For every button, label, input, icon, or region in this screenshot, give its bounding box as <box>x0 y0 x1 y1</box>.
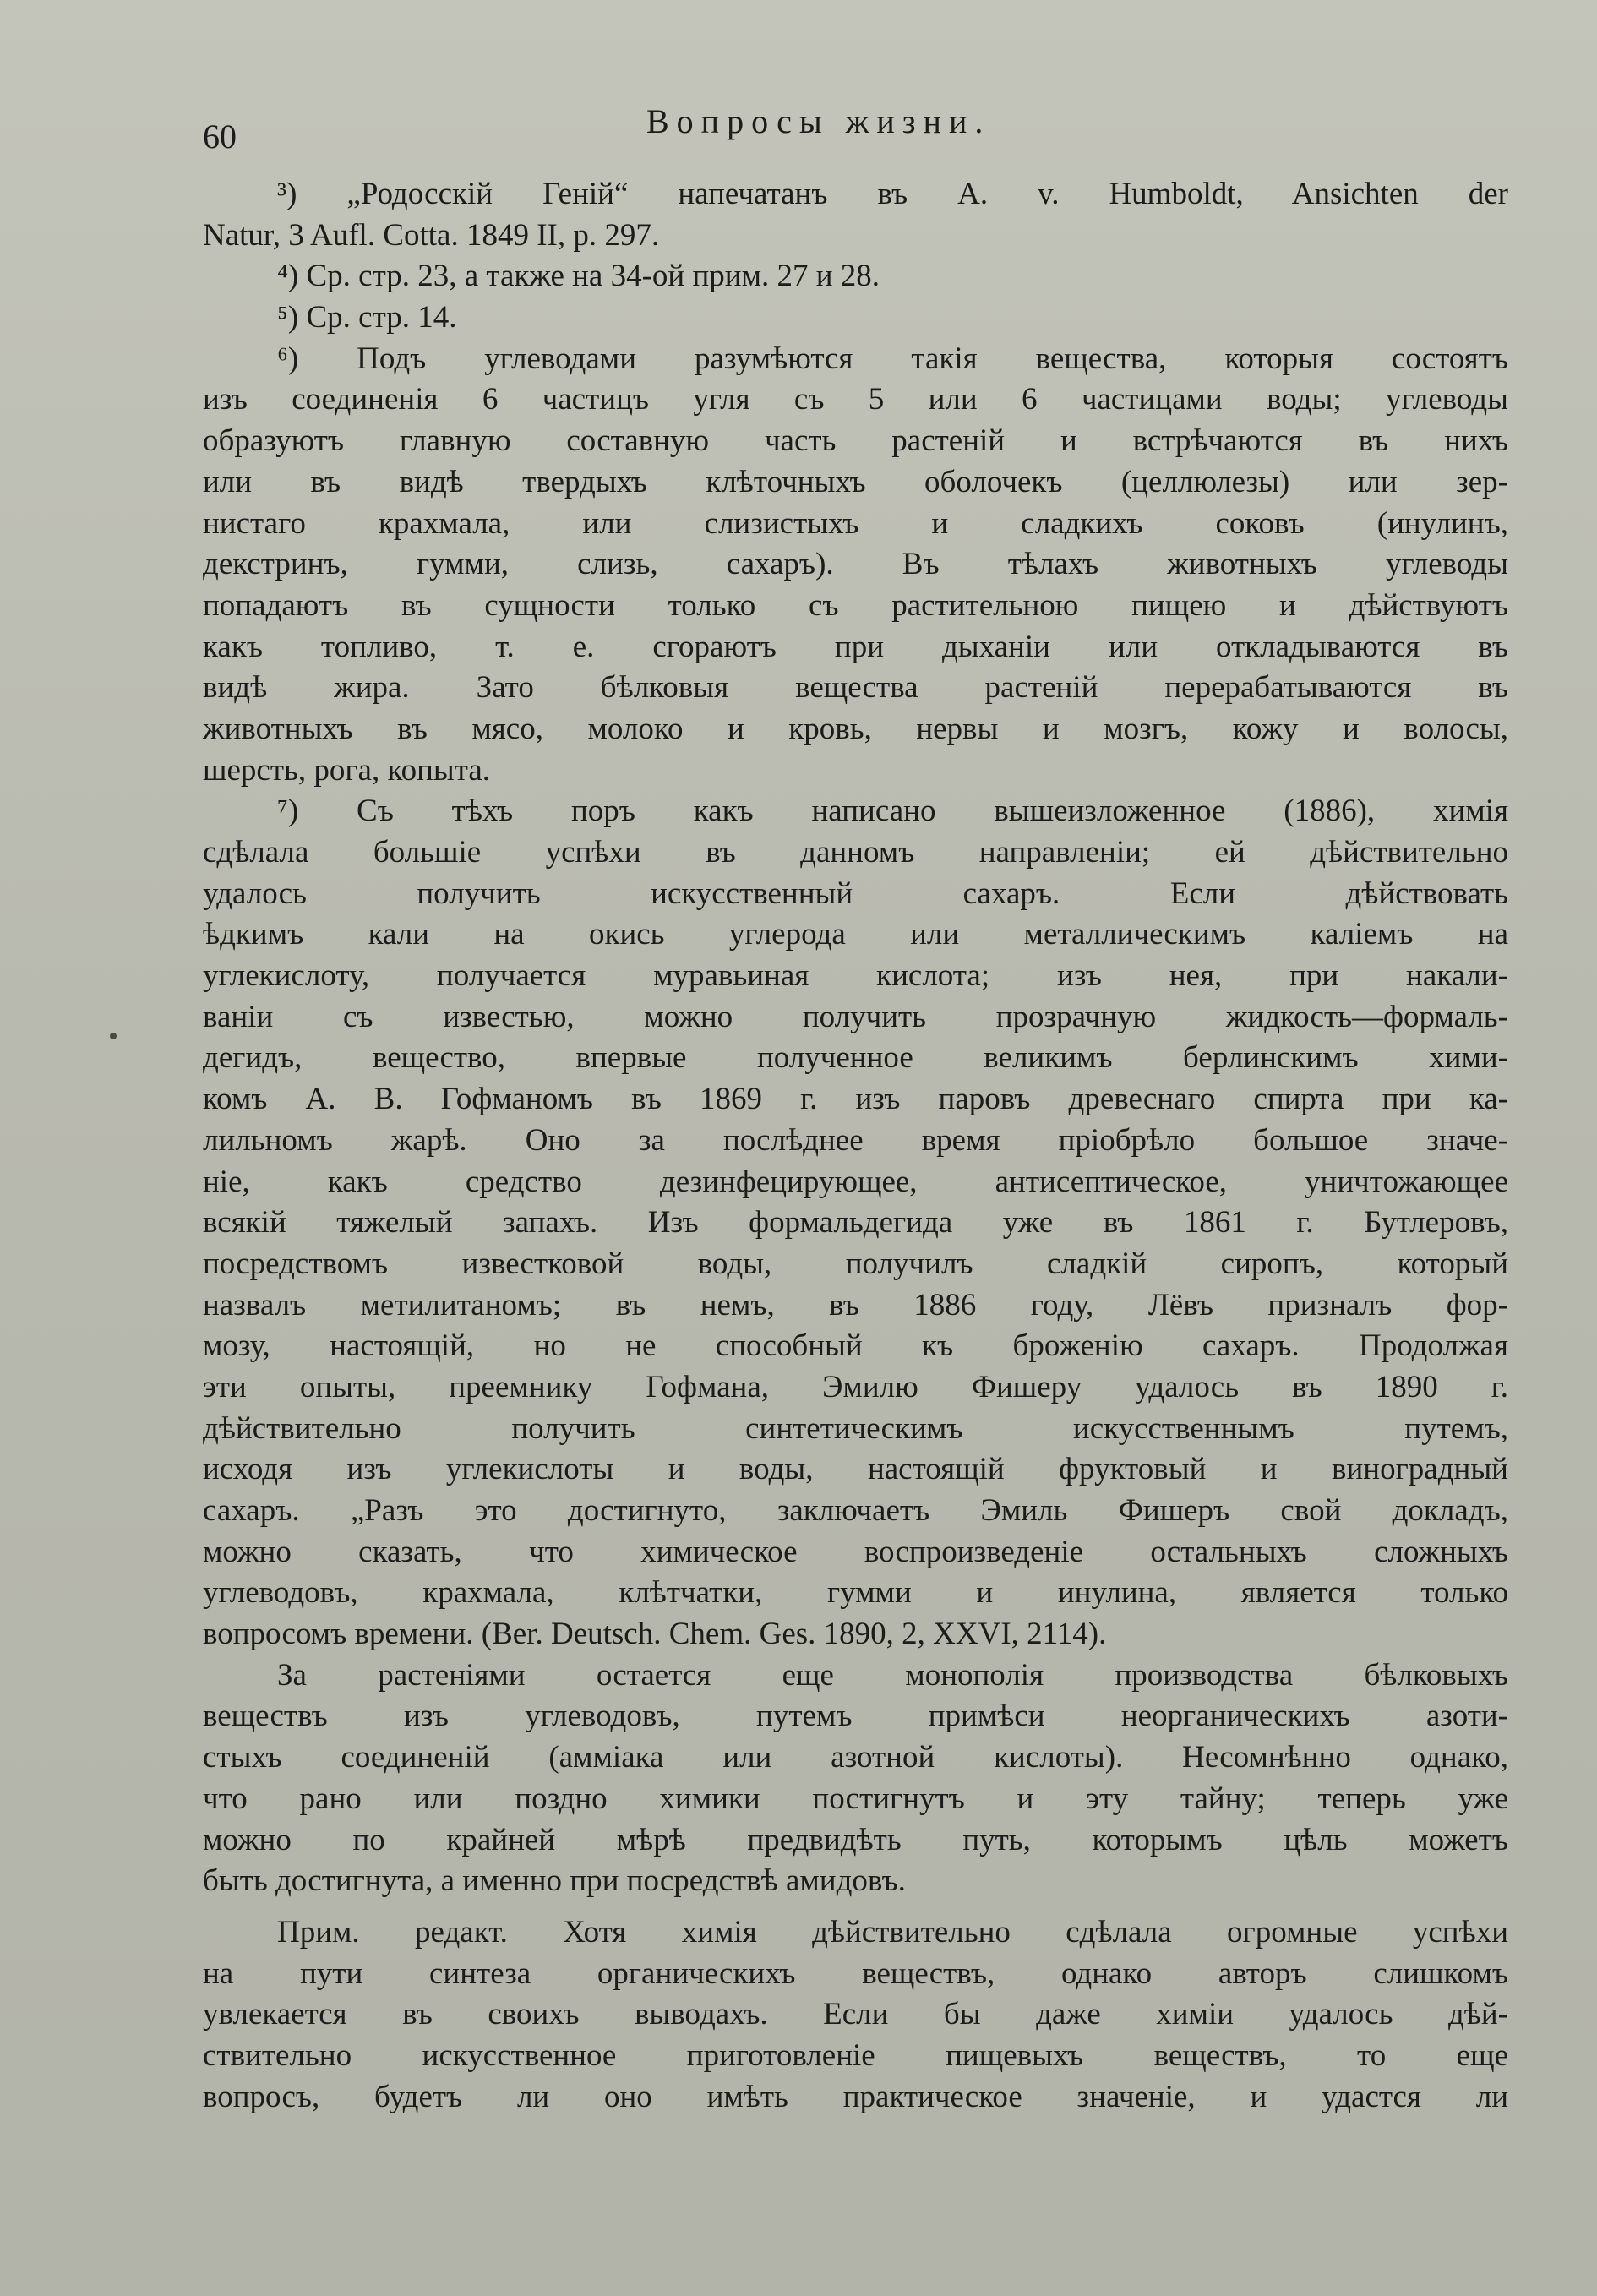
text-line: веществъ изъ углеводовъ, путемъ примѣси неорганическихъ азоти- <box>203 1699 1508 1734</box>
paragraph-gap <box>203 1902 1508 1912</box>
text-line: какъ топливо, т. е. сгораютъ при дыханіи или откладываются въ <box>203 629 1508 664</box>
text-line: изъ соединенія 6 частицъ угля съ 5 или 6 частицами воды; углеводы <box>203 382 1508 417</box>
text-line: исходя изъ углекислоты и воды, настоящій фруктовый и виноградный <box>203 1452 1508 1487</box>
text-line: ⁴) Ср. стр. 23, а также на 34-ой прим. 27 и 28. <box>277 259 880 294</box>
text-line: ваніи съ известью, можно получить прозрачную жидкость—формаль- <box>203 999 1508 1034</box>
text-line: сахаръ. „Разъ это достигнуто, заключаетъ Эмиль Фишеръ свой докладъ, <box>203 1493 1508 1528</box>
text-line: можно по крайней мѣрѣ предвидѣть путь, которымъ цѣль можетъ <box>203 1822 1508 1857</box>
text-line: лильномъ жарѣ. Оно за послѣднее время пріобрѣло большое значе- <box>203 1122 1508 1158</box>
text-line: видѣ жира. Зато бѣлковыя вещества растеній перерабатываются въ <box>203 670 1508 706</box>
text-line: стыхъ соединеній (амміака или азотной кислоты). Несомнѣнно однако, <box>203 1740 1508 1775</box>
text-line: ѣдкимъ кали на окись углерода или металлическимъ каліемъ на <box>203 917 1508 952</box>
text-line: вопросомъ времени. (Ber. Deutsch. Chem. Ges. 1890, 2, XXVI, 2114). <box>203 1617 1107 1652</box>
text-line: Прим. редакт. Хотя химія дѣйствительно сдѣлала огромные успѣхи <box>277 1914 1508 1950</box>
ink-speck <box>110 1033 117 1039</box>
footnotes-text <box>203 174 1508 2118</box>
text-line: углекислоту, получается муравьиная кислота; изъ нея, при накали- <box>203 958 1508 994</box>
text-line: Natur, 3 Aufl. Cotta. 1849 II, p. 297. <box>203 217 660 253</box>
text-line: комъ А. В. Гофманомъ въ 1869 г. изъ паровъ древеснаго спирта при ка- <box>203 1082 1508 1117</box>
text-line: мозу, настоящій, но не способный къ броженію сахаръ. Продолжая <box>203 1328 1508 1364</box>
text-line: животныхъ въ мясо, молоко и кровь, нервы и мозгъ, кожу и волосы, <box>203 711 1508 746</box>
text-line: углеводовъ, крахмала, клѣтчатки, гумми и инулина, является только <box>203 1575 1508 1611</box>
text-line: эти опыты, преемнику Гофмана, Эмилю Фишеру удалось въ 1890 г. <box>203 1369 1508 1404</box>
text-line: нистаго крахмала, или слизистыхъ и сладкихъ соковъ (инулинъ, <box>203 505 1508 541</box>
text-line: ⁵) Ср. стр. 14. <box>277 300 457 335</box>
text-line: дегидъ, вещество, впервые полученное великимъ берлинскимъ хими- <box>203 1040 1508 1076</box>
page-header <box>203 100 1504 159</box>
text-line: попадаютъ въ сущности только съ растительною пищею и дѣйствуютъ <box>203 587 1508 623</box>
text-line: ніе, какъ средство дезинфецирующее, антисептическое, уничтожающее <box>203 1164 1508 1199</box>
text-line: посредствомъ известковой воды, получилъ сладкій сиропъ, который <box>203 1246 1508 1281</box>
running-title: Вопросы жизни. <box>646 102 991 140</box>
text-line: декстринъ, гумми, слизь, сахаръ). Въ тѣлахъ животныхъ углеводы <box>203 547 1508 582</box>
text-line: ствительно искусственное приготовленіе пищевыхъ веществъ, то еще <box>203 2037 1508 2073</box>
text-line: сдѣлала большіе успѣхи въ данномъ направленіи; ей дѣйствительно <box>203 835 1508 870</box>
text-line: быть достигнута, а именно при посредствѣ амидовъ. <box>203 1863 906 1899</box>
text-line: всякій тяжелый запахъ. Изъ формальдегида уже въ 1861 г. Бутлеровъ, <box>203 1205 1508 1241</box>
text-line: ³) „Родосскій Геній“ напечатанъ въ A. v. Humboldt, Ansichten der <box>277 177 1508 211</box>
text-line: ⁶) Подъ углеводами разумѣются такія вещества, которыя состоятъ <box>277 341 1508 376</box>
text-line: шерсть, рога, копыта. <box>203 752 491 788</box>
text-line: или въ видѣ твердыхъ клѣточныхъ оболочекъ (целлюлезы) или зер- <box>203 464 1508 499</box>
text-line: удалось получить искусственный сахаръ. Если дѣйствовать <box>203 875 1508 911</box>
page-number: 60 <box>203 117 237 155</box>
text-line: назвалъ метилитаномъ; въ немъ, въ 1886 году, Лёвъ призналъ фор- <box>203 1287 1508 1323</box>
text-line: вопросъ, будетъ ли оно имѣть практическое значеніе, и удастся ли <box>203 2079 1508 2114</box>
text-line: ⁷) Съ тѣхъ поръ какъ написано вышеизложенное (1886), химія <box>277 794 1508 829</box>
text-line: на пути синтеза органическихъ веществъ, однако авторъ слишкомъ <box>203 1955 1508 1991</box>
text-line: За растеніями остается еще монополія производства бѣлковыхъ <box>277 1657 1508 1693</box>
text-line: можно сказать, что химическое воспроизведеніе остальныхъ сложныхъ <box>203 1534 1508 1569</box>
text-line: образуютъ главную составную часть растеній и встрѣчаются въ нихъ <box>203 423 1508 459</box>
text-line: увлекается въ своихъ выводахъ. Если бы даже химіи удалось дѣй- <box>203 1997 1508 2032</box>
text-line: что рано или поздно химики постигнутъ и эту тайну; теперь уже <box>203 1781 1508 1816</box>
text-line: дѣйствительно получить синтетическимъ искусственнымъ путемъ, <box>203 1410 1508 1446</box>
